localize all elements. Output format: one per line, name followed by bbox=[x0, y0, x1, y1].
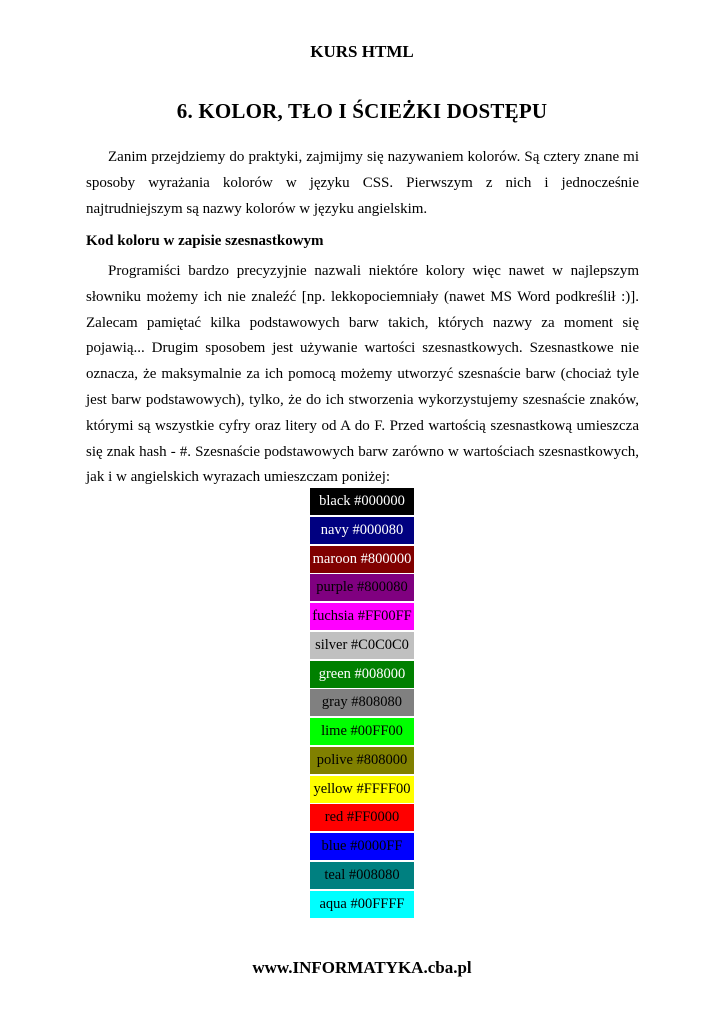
color-swatch: gray #808080 bbox=[310, 689, 414, 716]
color-swatch: maroon #800000 bbox=[310, 546, 414, 573]
color-swatch: fuchsia #FF00FF bbox=[310, 603, 414, 630]
color-swatch: black #000000 bbox=[310, 488, 414, 515]
color-swatch: teal #008080 bbox=[310, 862, 414, 889]
color-swatch: lime #00FF00 bbox=[310, 718, 414, 745]
color-swatch: silver #C0C0C0 bbox=[310, 632, 414, 659]
color-swatch: aqua #00FFFF bbox=[310, 891, 414, 918]
color-swatch-list bbox=[310, 488, 414, 919]
color-swatch: blue #0000FF bbox=[310, 833, 414, 860]
section-paragraph: Programiści bardzo precyzyjnie nazwali niektóre kolory więc nawet w najlepszym słowniku możemy ich nie znaleźć [np. lekkopociemniały (nawet MS Word podkreślił :)]. Zalecam pamiętać kilka podstawowych barw takich, których nazwy za moment się pojawią... Drugim sposobem jest używanie wartości szesnastkowych. Szesnastkowe nie oznacza, że maksymalnie za ich pomocą możemy utworzyć szesnaście barw (chociaż tyle jest barw podstawowych), tylko, że do ich stworzenia wykorzystujemy szesnaście znaków, którymi są wszystkie cyfry oraz litery od A do F. Przed wartością szesnastkową umieszcza się znak hash - #. Szesnaście podstawowych barw zarówno w wartościach szesnastkowych, jak i w angielskich wyrazach umieszczam poniżej: bbox=[86, 263, 639, 486]
color-swatch: green #008000 bbox=[310, 661, 414, 688]
color-swatch: red #FF0000 bbox=[310, 804, 414, 831]
color-swatch: yellow #FFFF00 bbox=[310, 776, 414, 803]
intro-paragraph: Zanim przejdziemy do praktyki, zajmijmy się nazywaniem kolorów. Są cztery znane mi sposoby wyrażania kolorów w języku CSS. Pierwszym z nich i jednocześnie najtrudniejszym są nazwy kolorów w języku angielskim. bbox=[86, 149, 639, 217]
page-footer: www.INFORMATYKA.cba.pl bbox=[252, 958, 472, 977]
chapter-title: 6. KOLOR, TŁO I ŚCIEŻKI DOSTĘPU bbox=[176, 99, 548, 123]
color-swatch: purple #800080 bbox=[310, 574, 414, 601]
color-swatch: navy #000080 bbox=[310, 517, 414, 544]
color-swatch: polive #808000 bbox=[310, 747, 414, 774]
page-header: KURS HTML bbox=[310, 42, 414, 61]
section-heading: Kod koloru w zapisie szesnastkowym bbox=[86, 233, 324, 249]
